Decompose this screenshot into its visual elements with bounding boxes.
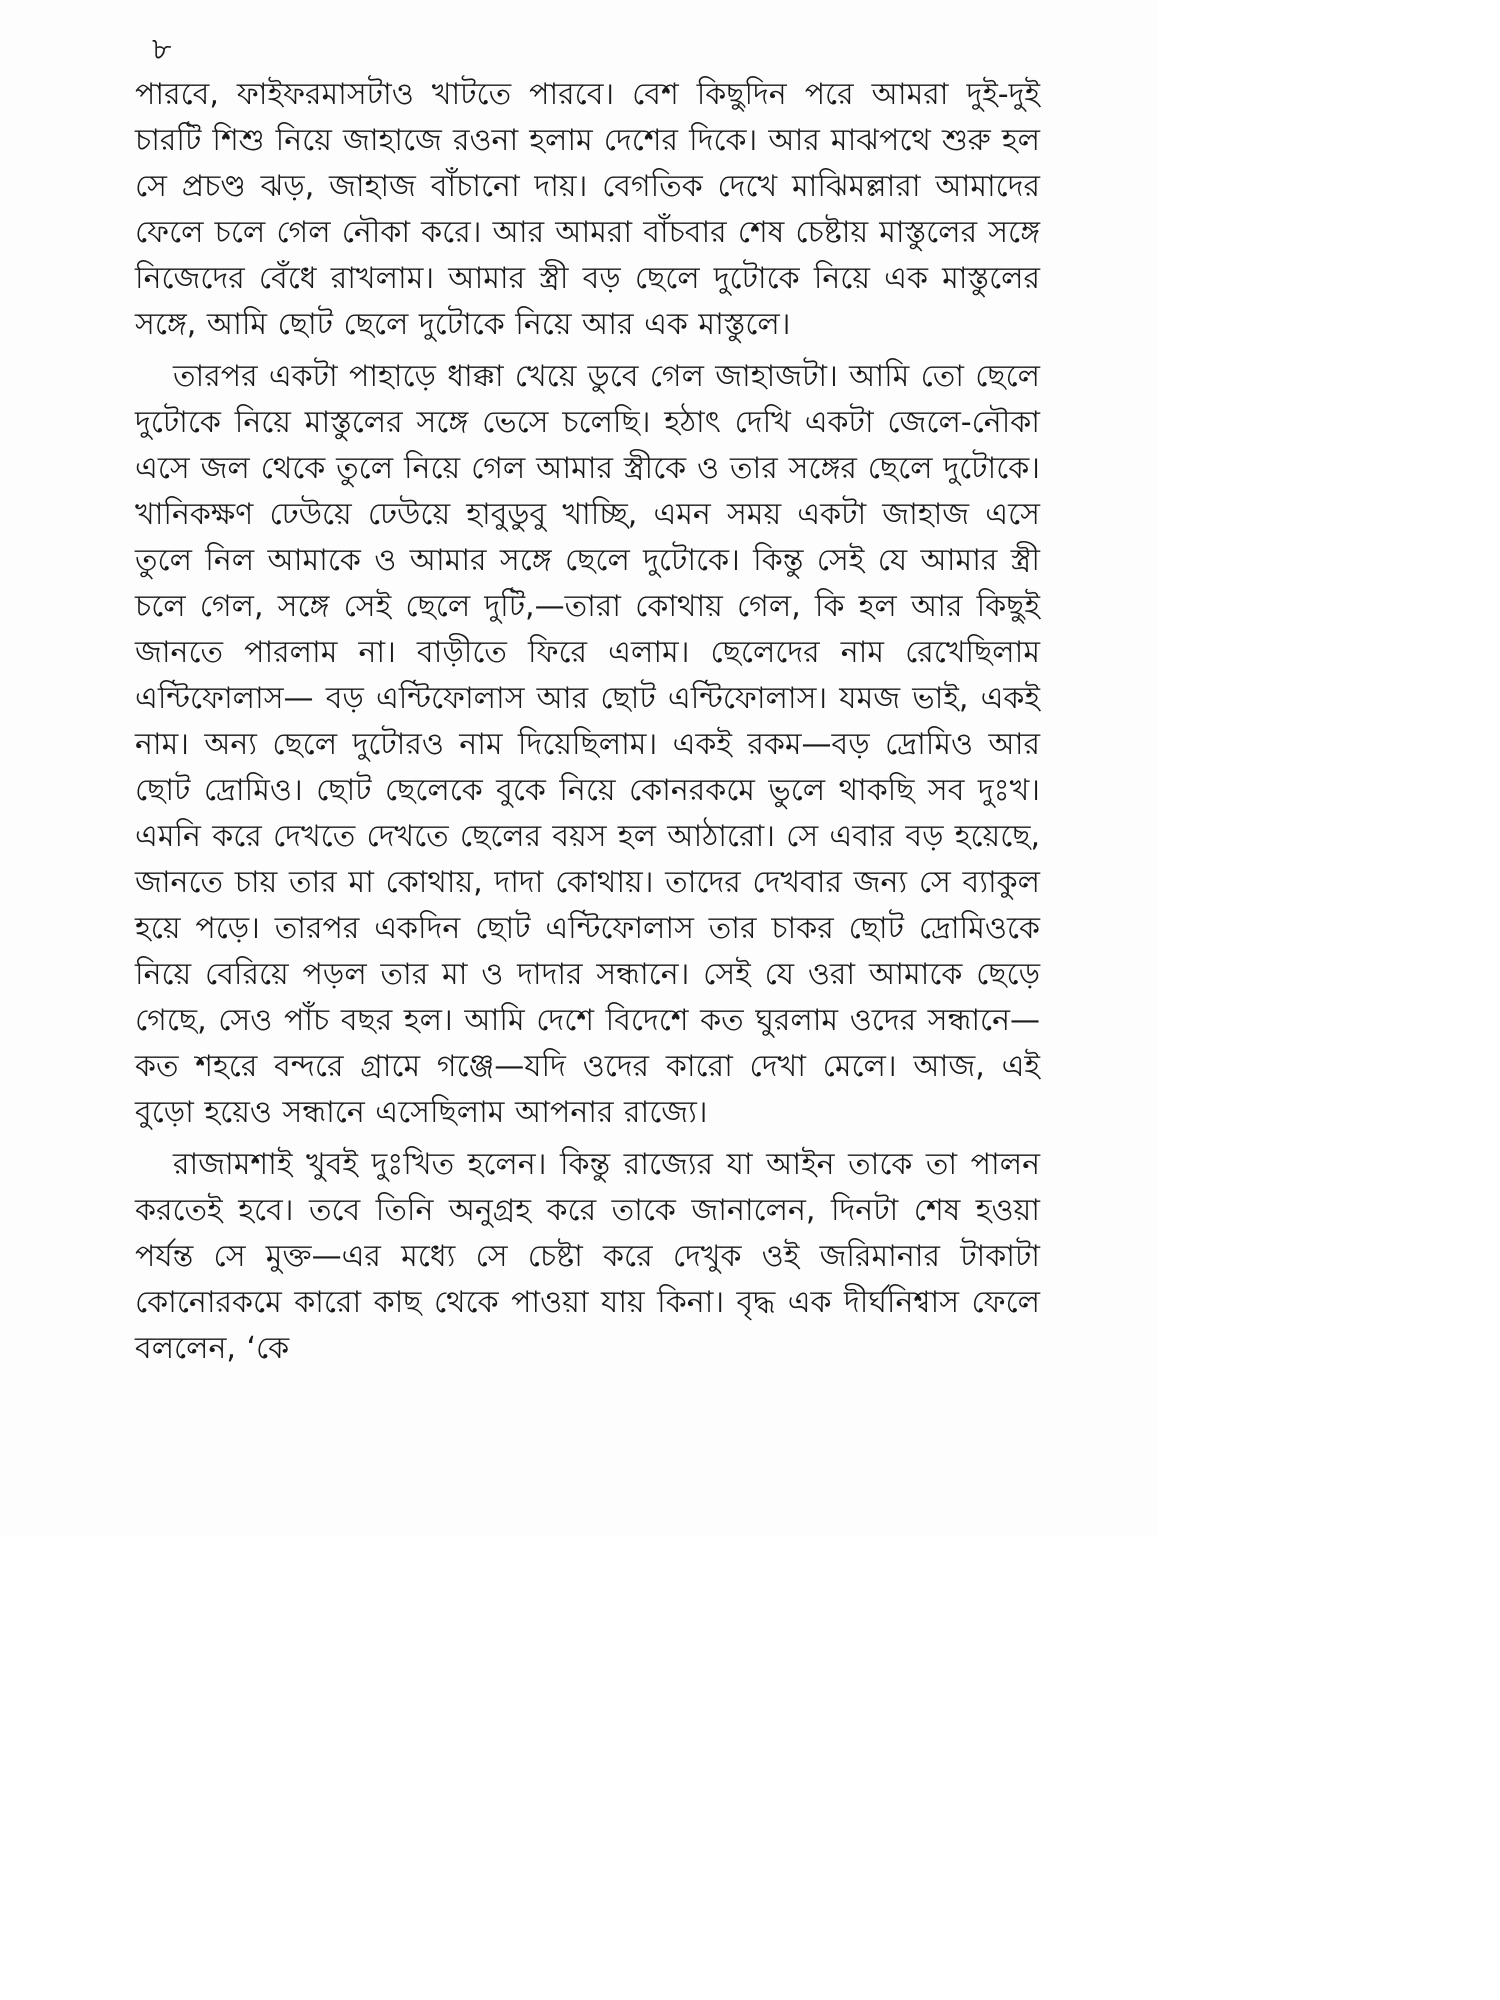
paragraph-continuation: পারবে, ফাইফরমাসটাও খাটতে পারবে। বেশ কিছুদিন পরে আমরা দুই-দুই চারটি শিশু নিয়ে জাহাজে রওনা হলাম দেশের দিকে। আর মাঝপথে শুরু হল সে প্রচণ্ড ঝড়, জাহাজ বাঁচানো দায়। বেগতিক দেখে মাঝিমল্লারা আমাদের ফেলে চলে গেল নৌকা করে। আর আমরা বাঁচবার শেষ চেষ্টায় মাস্তুলের সঙ্গে নিজেদের বেঁধে রাখলাম। আমার স্ত্রী বড় ছেলে দুটোকে নিয়ে এক মাস্তুলের সঙ্গে, আমি ছোট ছেলে দুটোকে নিয়ে আর এক মাস্তুলে। (135, 77, 1040, 342)
body-text (135, 72, 1040, 1372)
page-number: ৮ (152, 32, 172, 67)
paragraph-shipwreck: তারপর একটা পাহাড়ে ধাক্কা খেয়ে ডুবে গেল জাহাজটা। আমি তো ছেলে দুটোকে নিয়ে মাস্তুলের সঙ্গে ভেসে চলেছি। হঠাৎ দেখি একটা জেলে-নৌকা এসে জল থেকে তুলে নিয়ে গেল আমার স্ত্রীকে ও তার সঙ্গের ছেলে দুটোকে। খানিকক্ষণ ঢেউয়ে ঢেউয়ে হাবুডুবু খাচ্ছি, এমন সময় একটা জাহাজ এসে তুলে নিল আমাকে ও আমার সঙ্গে ছেলে দুটোকে। কিন্তু সেই যে আমার স্ত্রী চলে গেল, সঙ্গে সেই ছেলে দুটি,—তারা কোথায় গেল, কি হল আর কিছুই জানতে পারলাম না। বাড়ীতে ফিরে এলাম। ছেলেদের নাম রেখেছিলাম এন্টিফোলাস— বড় এন্টিফোলাস আর ছোট এন্টিফোলাস। যমজ ভাই, একই নাম। অন্য ছেলে দুটোরও নাম দিয়েছিলাম। একই রকম—বড় দ্রোমিও আর ছোট দ্রোমিও। ছোট ছেলেকে বুকে নিয়ে কোনরকমে ভুলে থাকছি সব দুঃখ। এমনি করে দেখতে দেখতে ছেলের বয়স হল আঠারো। সে এবার বড় হয়েছে, জানতে চায় তার মা কোথায়, দাদা কোথায়। তাদের দেখবার জন্য সে ব্যাকুল হয়ে পড়ে। তারপর একদিন ছোট এন্টিফোলাস তার চাকর ছোট দ্রোমিওকে নিয়ে বেরিয়ে পড়ল তার মা ও দাদার সন্ধানে। সেই যে ওরা আমাকে ছেড়ে গেছে, সেও পাঁচ বছর হল। আমি দেশে বিদেশে কত ঘুরলাম ওদের সন্ধানে— কত শহরে বন্দরে গ্রামে গঞ্জে—যদি ওদের কারো দেখা মেলে। আজ, এই বুড়ো হয়েও সন্ধানে এসেছিলাম আপনার রাজ্যে। (135, 359, 1040, 1130)
paragraph-king-response: রাজামশাই খুবই দুঃখিত হলেন। কিন্তু রাজ্যের যা আইন তাকে তা পালন করতেই হবে। তবে তিনি অনুগ্রহ করে তাকে জানালেন, দিনটা শেষ হওয়া পর্যন্ত সে মুক্ত—এর মধ্যে সে চেষ্টা করে দেখুক ওই জরিমানার টাকাটা কোনোরকমে কারো কাছ থেকে পাওয়া যায় কিনা। বৃদ্ধ এক দীর্ঘনিশ্বাস ফেলে বললেন, ‘কে (135, 1147, 1040, 1366)
